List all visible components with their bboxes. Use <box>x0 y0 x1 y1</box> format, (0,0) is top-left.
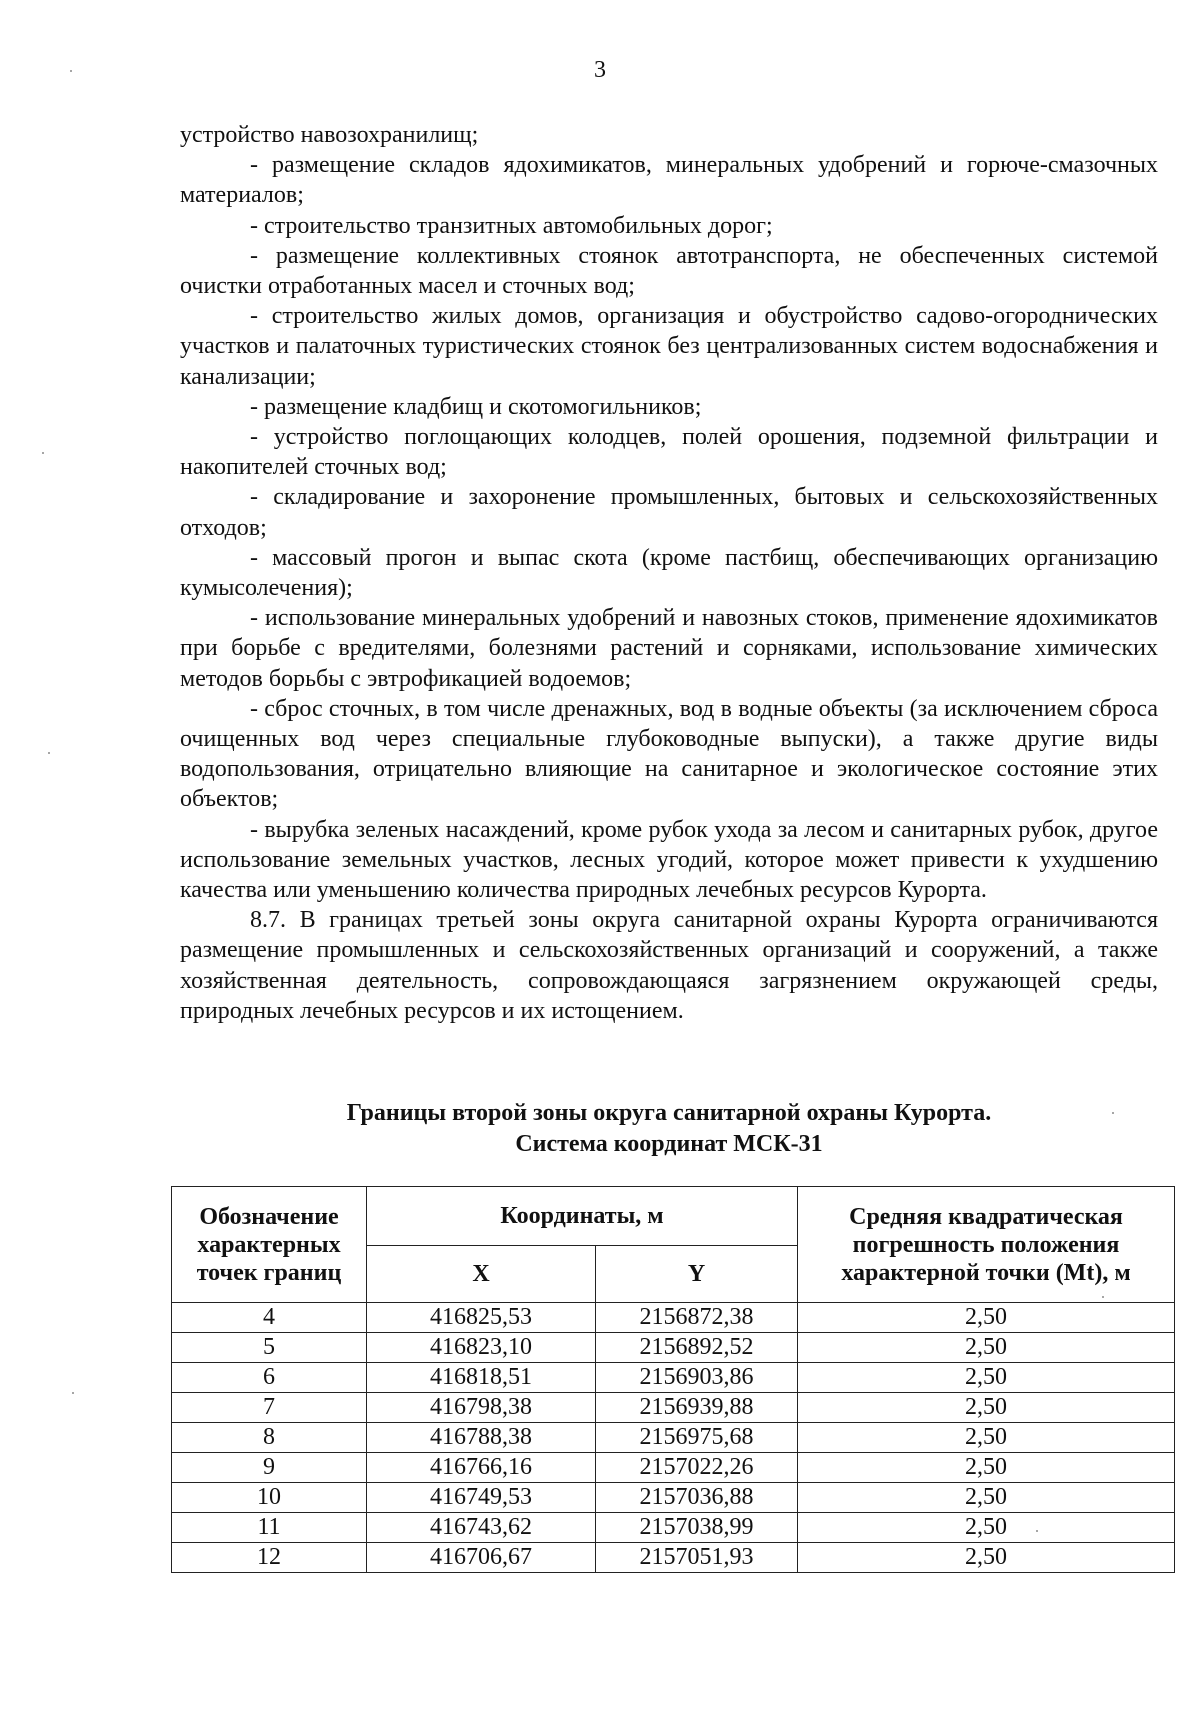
paragraph: - строительство жилых домов, организация и обустройство садово-огороднических участков и палаточных туристических стоянок без централизованных систем водоснабжения и канализации; <box>180 303 1158 390</box>
header-coordinates: Координаты, м <box>367 1187 798 1246</box>
header-x: X <box>367 1246 596 1303</box>
cell-mt: 2,50 <box>798 1363 1175 1393</box>
cell-y: 2156939,88 <box>596 1393 798 1423</box>
paragraph: - размещение коллективных стоянок автотранспорта, не обеспеченных системой очистки отработанных масел и сточных вод; <box>180 242 1158 300</box>
cell-mt: 2,50 <box>798 1333 1175 1363</box>
cell-mt: 2,50 <box>798 1393 1175 1423</box>
paragraph: - устройство поглощающих колодцев, полей орошения, подземной фильтрации и накопителей сточных вод; <box>180 424 1158 481</box>
paragraph-8-7: 8.7. В границах третьей зоны округа санитарной охраны Курорта ограничиваются размещение промышленных и сельскохозяйственных организаций и сооружений, а также хозяйственная деятельность, сопровождающаяся загрязнением окружающей среды, природных лечебных ресурсов и их истощением. <box>180 907 1158 1024</box>
paragraph: - размещение складов ядохимикатов, минеральных удобрений и горюче-смазочных материалов; <box>180 152 1158 209</box>
page-number: 3 <box>594 57 606 83</box>
cell-x: 416798,38 <box>367 1393 596 1423</box>
cell-point: 6 <box>172 1363 367 1393</box>
table-title-line-1: Границы второй зоны округа санитарной охраны Курорта. <box>346 1100 992 1126</box>
paragraph: - сброс сточных, в том числе дренажных, вод в водные объекты (за исключением сброса очищенных вод через специальные глубоководные выпуски), а также другие виды водопользования, отрицательно влияющие на санитарное и экологическое состояние этих объектов; <box>180 695 1158 813</box>
cell-x: 416818,51 <box>367 1363 596 1393</box>
cell-x: 416749,53 <box>367 1483 596 1513</box>
table-row <box>172 1543 1175 1573</box>
cell-point: 12 <box>172 1543 367 1573</box>
coordinates-table <box>171 1186 1175 1573</box>
paragraph: - использование минеральных удобрений и навозных стоков, применение ядохимикатов при борьбе с вредителями, болезнями растений и сорняками, использование химических методов борьбы с эвтрофикацией водоемов; <box>180 605 1158 692</box>
table-row <box>172 1363 1175 1393</box>
paragraph: - вырубка зеленых насаждений, кроме рубок ухода за лесом и санитарных рубок, другое использование земельных участков, лесных угодий, которое может привести к ухудшению качества или уменьшению количества природных лечебных ресурсов Курорта. <box>180 816 1158 904</box>
table-row <box>172 1423 1175 1453</box>
cell-x: 416823,10 <box>367 1333 596 1363</box>
table-row <box>172 1453 1175 1483</box>
table-title-line-2: Система координат МСК-31 <box>515 1131 823 1157</box>
header-error: Средняя квадратическая погрешность положения характерной точки (Mt), м <box>798 1187 1175 1303</box>
cell-mt: 2,50 <box>798 1423 1175 1453</box>
cell-point: 10 <box>172 1483 367 1513</box>
table-row <box>172 1393 1175 1423</box>
cell-y: 2156872,38 <box>596 1303 798 1333</box>
cell-point: 11 <box>172 1513 367 1543</box>
cell-point: 7 <box>172 1393 367 1423</box>
cell-y: 2157036,88 <box>596 1483 798 1513</box>
cell-point: 5 <box>172 1333 367 1363</box>
cell-x: 416766,16 <box>367 1453 596 1483</box>
scan-speck <box>70 70 72 72</box>
paragraph: - массовый прогон и выпас скота (кроме пастбищ, обеспечивающих организацию кумысолечения); <box>180 544 1158 602</box>
table-title <box>180 1098 1158 1160</box>
cell-y: 2157038,99 <box>596 1513 798 1543</box>
cell-point: 8 <box>172 1423 367 1453</box>
cell-mt: 2,50 <box>798 1513 1175 1543</box>
body-text <box>180 120 1158 1026</box>
scan-speck <box>48 752 50 754</box>
cell-mt: 2,50 <box>798 1303 1175 1333</box>
paragraph: - размещение кладбищ и скотомогильников; <box>250 393 702 420</box>
cell-mt: 2,50 <box>798 1453 1175 1483</box>
cell-y: 2156892,52 <box>596 1333 798 1363</box>
scan-speck <box>1112 1112 1114 1114</box>
cell-mt: 2,50 <box>798 1543 1175 1573</box>
header-designation: Обозначение характерных точек границ <box>172 1187 367 1303</box>
table-row <box>172 1513 1175 1543</box>
paragraph: - складирование и захоронение промышленных, бытовых и сельскохозяйственных отходов; <box>180 484 1158 541</box>
cell-x: 416743,62 <box>367 1513 596 1543</box>
cell-mt: 2,50 <box>798 1483 1175 1513</box>
cell-x: 416788,38 <box>367 1423 596 1453</box>
cell-point: 4 <box>172 1303 367 1333</box>
scan-speck <box>1036 1530 1038 1532</box>
cell-x: 416706,67 <box>367 1543 596 1573</box>
cell-y: 2157022,26 <box>596 1453 798 1483</box>
header-y: Y <box>596 1246 798 1303</box>
table-row <box>172 1303 1175 1333</box>
cell-y: 2156903,86 <box>596 1363 798 1393</box>
table-row <box>172 1483 1175 1513</box>
cell-y: 2156975,68 <box>596 1423 798 1453</box>
cell-y: 2157051,93 <box>596 1543 798 1573</box>
paragraph: - строительство транзитных автомобильных дорог; <box>250 212 773 239</box>
cell-x: 416825,53 <box>367 1303 596 1333</box>
scan-speck <box>1102 1296 1104 1298</box>
table-row <box>172 1333 1175 1363</box>
scan-speck <box>72 1392 74 1394</box>
paragraph: устройство навозохранилищ; <box>180 122 479 148</box>
scan-speck <box>42 452 44 454</box>
cell-point: 9 <box>172 1453 367 1483</box>
